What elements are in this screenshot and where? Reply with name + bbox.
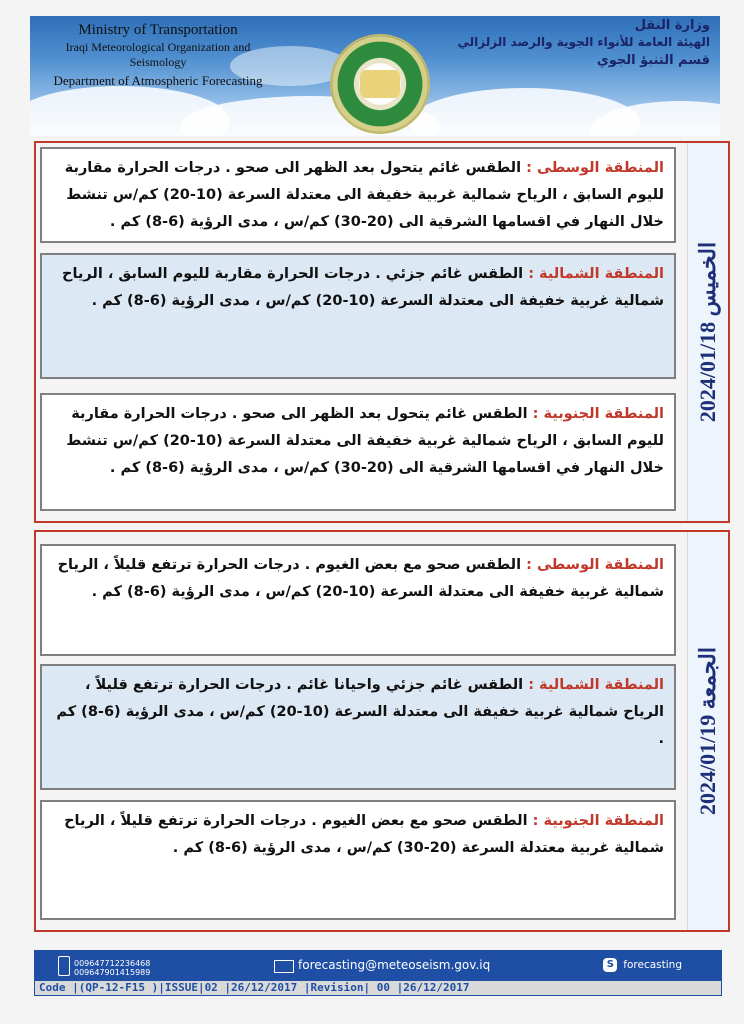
ministry-name-en: Ministry of Transportation [78, 22, 238, 38]
email-address[interactable]: forecasting@meteoseism.gov.iq [298, 958, 491, 972]
region-label: المنطقة الجنوبية : [532, 813, 664, 829]
phone-icon [58, 956, 70, 976]
region-label: المنطقة الوسطى : [526, 557, 664, 573]
forecast-box-south [40, 800, 676, 920]
day-forecast-block [34, 530, 730, 932]
department-name-ar: قسم التنبؤ الجوي [596, 53, 710, 68]
phone-numbers [74, 959, 150, 977]
date-label: الجمعة 2024/01/19 [695, 647, 720, 815]
forecast-text: الطقس غائم يتحول بعد الظهر الى صحو . درجات الحرارة مقاربة لليوم السابق ، الرياح شمالية غربية خفيفة الى معتدلة السرعة (10-20) كم/س تنشط خلال النهار في اقسامها الشرقية الى (20-30) كم/س ، مدى الرؤية (6-8) كم . [66, 406, 664, 476]
forecast-box-central [40, 147, 676, 243]
forecast-text: الطقس غائم جزئي . درجات الحرارة مقاربة لليوم السابق ، الرياح شمالية غربية خفيفة الى معتدلة السرعة (10-20) كم/س ، مدى الرؤية (6-8) كم . [62, 266, 664, 309]
date-label: الخميس 2024/01/18 [695, 241, 720, 423]
page-footer [34, 950, 722, 996]
phone-number: 009647712236468 [74, 959, 151, 968]
organization-name-en: Iraqi Meteorological Organization and Seismology [65, 40, 251, 69]
ministry-name-ar: وزارة النقل [634, 18, 710, 33]
forecast-text: الطقس غائم يتحول بعد الظهر الى صحو . درجات الحرارة مقاربة لليوم السابق ، الرياح شمالية غربية خفيفة الى معتدلة السرعة (10-20) كم/س تنشط خلال النهار في اقسامها الشرقية الى (20-30) كم/س ، مدى الرؤية (6-8) كم . [64, 160, 664, 230]
forecast-text: الطقس صحو مع بعض الغيوم . درجات الحرارة ترتفع قليلاً ، الرياح شمالية غربية معتدلة السرعة (20-30) كم/س ، مدى الرؤية (6-8) كم . [64, 813, 664, 856]
region-label: المنطقة الوسطى : [526, 160, 664, 176]
department-name-en: Department of Atmospheric Forecasting [53, 73, 263, 88]
header-arabic [430, 18, 710, 68]
day-forecast-block [34, 141, 730, 523]
header-english [38, 22, 278, 89]
skype-contact[interactable] [603, 958, 682, 972]
page-header [30, 16, 720, 136]
forecast-box-north [40, 253, 676, 379]
region-label: المنطقة الشمالية : [528, 266, 664, 282]
organization-logo [332, 36, 428, 132]
date-column [687, 143, 728, 521]
mail-icon [274, 960, 294, 973]
skype-name[interactable]: forecasting [623, 959, 682, 971]
document-code-line: Code |(QP-12-F15 )|ISSUE|02 |26/12/2017 |Revision| 00 |26/12/2017 [34, 980, 722, 996]
email-contact[interactable] [274, 958, 490, 972]
date-column [687, 532, 728, 930]
region-label: المنطقة الشمالية : [528, 677, 664, 693]
skype-icon: S [603, 958, 617, 972]
forecast-text: الطقس غائم جزئي واحيانا غائم . درجات الحرارة ترتفع قليلاً ، الرياح شمالية غربية خفيفة الى معتدلة السرعة (10-20) كم/س ، مدى الرؤية (6-8) كم . [56, 677, 664, 747]
forecast-box-central [40, 544, 676, 656]
forecast-box-north [40, 664, 676, 790]
region-label: المنطقة الجنوبية : [532, 406, 664, 422]
footer-contacts [34, 950, 722, 980]
forecast-box-south [40, 393, 676, 511]
organization-name-ar: الهيئة العامة للأنواء الجوية والرصد الزلزالي [457, 35, 710, 49]
phone-number: 009647901415989 [74, 968, 151, 977]
forecast-text: الطقس صحو مع بعض الغيوم . درجات الحرارة ترتفع قليلاً ، الرياح شمالية غربية خفيفة الى معتدلة السرعة (10-20) كم/س ، مدى الرؤية (6-8) كم . [57, 557, 664, 600]
